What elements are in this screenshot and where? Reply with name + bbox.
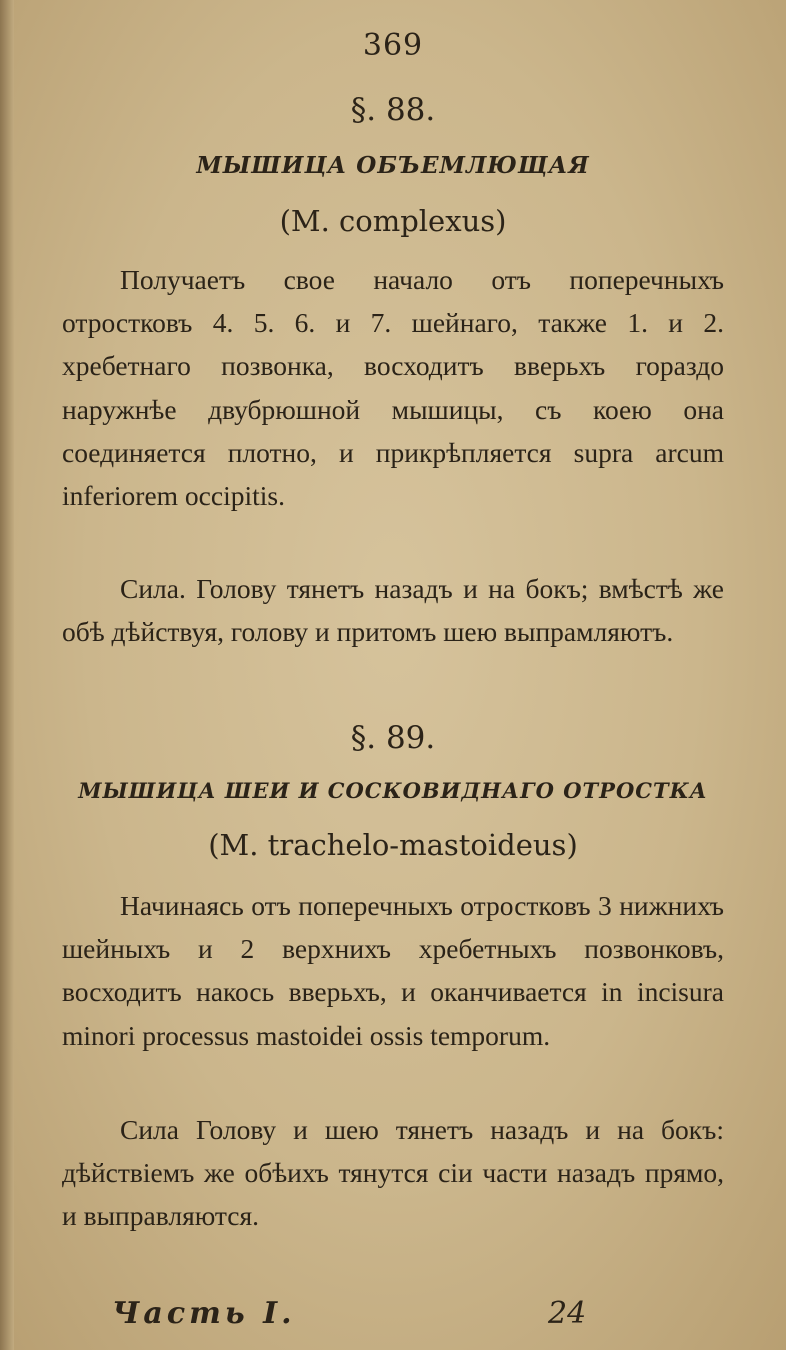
section-89-title: МЫШИЦА ШЕИ И СОСКОВИДНАГО ОТРОСТКА [78, 778, 708, 803]
section-89-origin-paragraph [62, 884, 724, 1057]
section-89-function-text: Сила Голову и шею тянетъ назадъ и на бокъ: дѣйствіемъ же обѣихъ тянутся сіи части назадъ прямо, и выправляются. [62, 1114, 724, 1232]
section-88-title: МЫШИЦА ОБЪЕМЛЮЩАЯ [196, 152, 590, 179]
section-89-function-paragraph [62, 1108, 724, 1238]
section-88-number: §. 88. [350, 92, 436, 128]
signature-mark: Часть I. [112, 1296, 296, 1331]
section-88-latin-name: (M. complexus) [279, 204, 507, 238]
section-88-function-paragraph [62, 567, 724, 653]
section-88-function-text: Сила. Голову тянетъ назадъ и на бокъ; вмѣстѣ же обѣ дѣйствуя, голову и притомъ шею выпрамляютъ. [62, 573, 724, 648]
page-edge-shadow [0, 0, 14, 1350]
section-88-origin-paragraph [62, 258, 724, 517]
section-89-origin-text: Начинаясь отъ поперечныхъ отростковъ 3 нижнихъ шейныхъ и 2 верхнихъ хребетныхъ позвонковъ, восходитъ накось вверьхъ, и оканчивается in incisura minori processus mastoidei ossis temporum. [62, 890, 724, 1051]
sheet-number: 24 [548, 1296, 587, 1331]
section-89-latin-name: (M. trachelo-mastoideus) [208, 828, 578, 862]
section-88-origin-text: Получаетъ свое начало отъ поперечныхъ отростковъ 4. 5. 6. и 7. шейнаго, также 1. и 2. хребетнаго позвонка, восходитъ вверьхъ гораздо наружнѣе двубрюшной мышицы, съ коею она соединяется плотно, и прикрѣпляется supra arcum inferiorem occipitis. [62, 264, 724, 512]
section-89-number: §. 89. [350, 720, 436, 756]
page-number: 369 [362, 28, 424, 63]
page-footer [0, 1296, 786, 1336]
